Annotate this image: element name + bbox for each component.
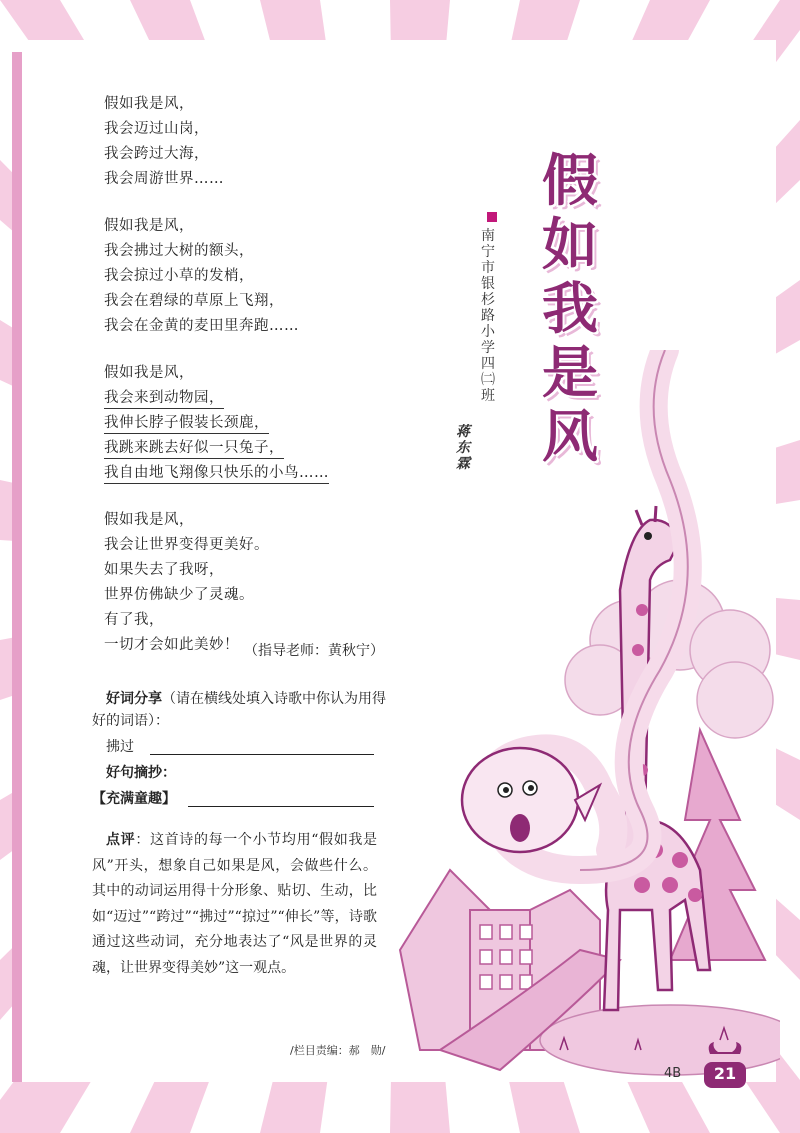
article-title — [520, 150, 620, 470]
page-number: 21 — [713, 1064, 737, 1083]
exercise-heading — [92, 688, 392, 732]
poem-line: 假如我是风， — [104, 512, 194, 528]
sentence-heading: 好句摘抄： — [106, 765, 176, 781]
comment-label: 点评 — [106, 832, 136, 848]
comment-paragraph — [92, 828, 377, 981]
sentence-row — [92, 786, 392, 812]
poem-body — [104, 92, 434, 680]
poem-line: 假如我是风， — [104, 218, 194, 234]
title-char: 风 — [542, 405, 598, 470]
exercise-heading-label: 好词分享 — [106, 691, 162, 707]
small-footer-mark: 4B — [664, 1066, 682, 1081]
exercise-section — [92, 688, 392, 812]
column-editor: /栏目责编：郝 勋/ — [290, 1044, 386, 1057]
sentence-answer-blank[interactable] — [188, 806, 374, 807]
word-answer-blank[interactable] — [150, 754, 374, 755]
poem-line-underlined — [104, 436, 434, 461]
poem-line: 我会周游世界…… — [104, 171, 224, 187]
sentence-heading-row — [92, 760, 392, 786]
author-marker-icon — [487, 212, 497, 222]
poem-line: 我会掠过小草的发梢， — [104, 268, 254, 284]
poem-line: 我会在碧绿的草原上飞翔， — [104, 293, 284, 309]
poem-line: 我会跨过大海， — [104, 146, 209, 162]
poem-line: 我会拂过大树的额头， — [104, 243, 254, 259]
poem-line: 我会在金黄的麦田里奔跑…… — [104, 318, 299, 334]
poem-line: 世界仿佛缺少了灵魂。 — [104, 587, 254, 603]
title-char: 是 — [542, 341, 598, 406]
poem-line: 假如我是风， — [104, 365, 194, 381]
poem-line: 如果失去了我呀， — [104, 562, 224, 578]
comment-text: ：这首诗的每一个小节均用“假如我是风”开头，想象自己如果是风，会做些什么。其中的动词运用得十分形象、贴切、生动，比如“迈过”“跨过”“拂过”“掠过”“伸长”等，诗歌通过这些动词，充分地表达了“风是世界的灵魂，让世界变得美妙”这一观点。 — [92, 832, 378, 976]
poem-stanza — [104, 508, 434, 658]
poem-line-underlined — [104, 461, 434, 486]
exercise-heading-instruction: （请在横线处填入诗歌中你认为用得好的词语）： — [92, 691, 386, 729]
title-char: 我 — [542, 277, 598, 342]
title-char: 如 — [542, 213, 598, 278]
poem-line-underlined — [104, 411, 434, 436]
poem-line-underlined — [104, 386, 434, 411]
poem-line: 我会迈过山岗， — [104, 121, 209, 137]
author-name: 蒋东霖 — [456, 424, 470, 472]
poem-line-text: 我会来到动物园， — [104, 390, 224, 409]
poem-line-text: 我伸长脖子假装长颈鹿， — [104, 415, 269, 434]
teacher-credit: （指导老师：黄秋宁） — [244, 643, 384, 659]
poem-line-text: 我跳来跳去好似一只兔子， — [104, 440, 284, 459]
author-school: 南宁市银杉路小学四㈡班 — [481, 228, 495, 404]
page-left-border — [12, 52, 22, 1082]
title-char: 假 — [542, 149, 598, 214]
poem-line: 假如我是风， — [104, 96, 194, 112]
poem-line: 我会让世界变得更美好。 — [104, 537, 269, 553]
poem-stanza — [104, 92, 434, 192]
word-row — [92, 734, 392, 760]
poem-line: 有了我， — [104, 612, 164, 628]
poem-line-text: 我自由地飞翔像只快乐的小鸟…… — [104, 465, 329, 484]
sentence-label: 【充满童趣】 — [92, 791, 176, 807]
word-label: 拂过 — [106, 739, 134, 755]
poem-stanza — [104, 214, 434, 339]
poem-stanza — [104, 361, 434, 486]
poem-line: 一切才会如此美妙！ — [104, 637, 239, 653]
